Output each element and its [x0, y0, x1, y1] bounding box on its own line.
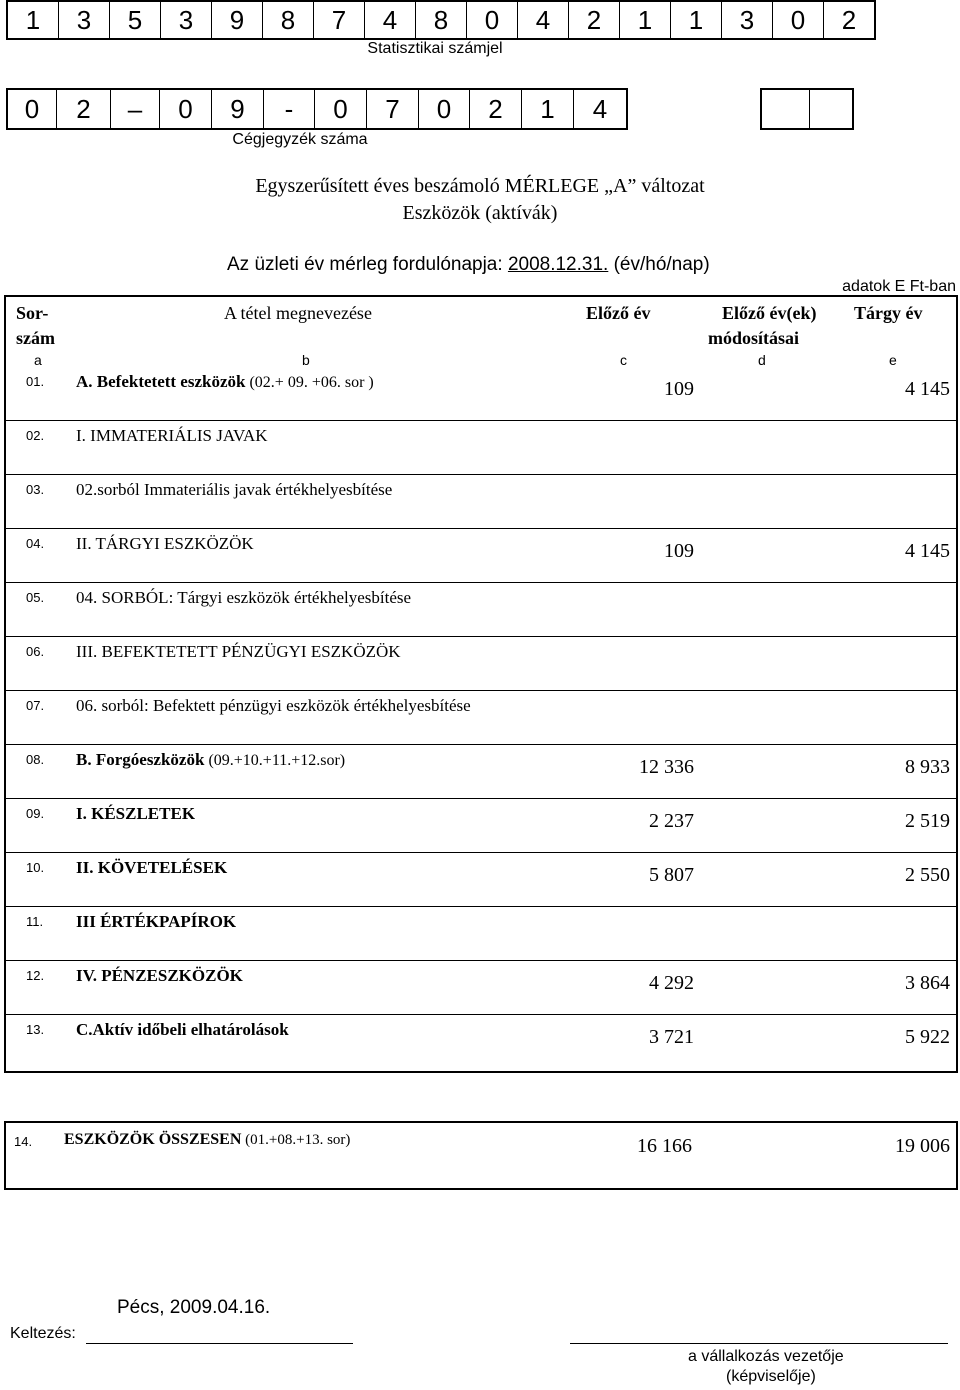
stat-code-digit: 1 — [8, 2, 59, 38]
header-current-year: Tárgy év — [854, 303, 923, 323]
row-item-name: II. KÖVETELÉSEK — [76, 858, 228, 877]
row-divider — [6, 852, 956, 853]
row-divider — [6, 636, 956, 637]
row-prev-year-value: 4 292 — [649, 972, 694, 994]
report-subtitle: Eszközök (aktívák) — [402, 202, 558, 224]
reg-digit: 0 — [315, 90, 367, 128]
row-number: 01. — [26, 374, 45, 389]
stat-code-digit: 1 — [620, 2, 671, 38]
row-number: 09. — [26, 806, 45, 821]
assets-table — [4, 295, 958, 1073]
company-registration-caption: Cégjegyzék száma — [232, 131, 368, 148]
row-number: 03. — [26, 482, 45, 497]
report-title: Egyszerűsített éves beszámoló MÉRLEGE „A” változat — [255, 175, 705, 197]
units-note: adatok E Ft-ban — [842, 278, 956, 295]
balance-date-line: Az üzleti év mérleg fordulónapja: 2008.12.31. (év/hó/nap) — [227, 254, 710, 275]
stat-code-digit: 2 — [841, 4, 857, 35]
company-registration-boxes — [6, 88, 628, 130]
reg-digit: 2 — [57, 90, 111, 128]
row-number: 06. — [26, 644, 45, 659]
total-prev-value: 16 166 — [637, 1135, 692, 1157]
stat-code-digit: 4 — [365, 2, 416, 38]
reg-digit: 7 — [367, 90, 419, 128]
row-divider — [6, 690, 956, 691]
reg-digit: - — [264, 90, 315, 128]
reg-digit: 9 — [212, 90, 264, 128]
stat-code-digit: 8 — [416, 2, 467, 38]
row-divider — [6, 420, 956, 421]
stat-code-digit: 7 — [314, 2, 365, 38]
header-prev-year: Előző év — [586, 303, 651, 323]
total-current-value: 19 006 — [895, 1135, 950, 1157]
row-prev-year-value: 2 237 — [649, 810, 694, 832]
row-number: 10. — [26, 860, 45, 875]
statistical-code-caption: Statisztikai számjel — [367, 40, 503, 57]
reg-digit: 0 — [8, 90, 57, 128]
row-current-year-value: 5 922 — [905, 1026, 950, 1048]
row-divider — [6, 744, 956, 745]
row-number: 07. — [26, 698, 45, 713]
row-prev-year-value: 3 721 — [649, 1026, 694, 1048]
row-item-name: III. BEFEKTETETT PÉNZÜGYI ESZKÖZÖK — [76, 642, 401, 661]
statistical-code-boxes — [6, 0, 876, 40]
stat-code-digit: 3 — [161, 2, 212, 38]
row-prev-year-value: 5 807 — [649, 864, 694, 886]
date-signature-line — [86, 1343, 353, 1344]
row-divider — [6, 798, 956, 799]
row-divider — [6, 906, 956, 907]
reg-digit: – — [111, 90, 160, 128]
row-divider — [6, 960, 956, 961]
stat-code-digit: 9 — [212, 2, 263, 38]
row-item-name: I. KÉSZLETEK — [76, 804, 196, 823]
stat-code-digit: 4 — [518, 2, 569, 38]
header-sor: Sor- — [16, 303, 49, 323]
reg-digit: 2 — [470, 90, 522, 128]
manager-signature-line — [570, 1343, 948, 1344]
row-current-year-value: 8 933 — [905, 756, 950, 778]
row-item-name: 06. sorból: Befektett pénzügyi eszközök értékhelyesbítése — [76, 696, 471, 715]
total-row — [4, 1121, 958, 1190]
place-and-date: Pécs, 2009.04.16. — [117, 1297, 271, 1318]
row-number: 05. — [26, 590, 45, 605]
row-prev-year-value: 109 — [664, 540, 694, 562]
reg-digit: 0 — [160, 90, 212, 128]
signer-title: a vállalkozás vezetője — [688, 1348, 844, 1365]
row-item-name: B. Forgóeszközök (09.+10.+11.+12.sor) — [76, 750, 346, 769]
stat-code-digit: 8 — [263, 2, 314, 38]
total-row-name: ESZKÖZÖK ÖSSZESEN (01.+08.+13. sor) — [64, 1131, 351, 1148]
header-modifications-2: módosításai — [708, 328, 800, 348]
stat-code-digit: 3 — [59, 2, 110, 38]
col-letter-d: d — [758, 352, 766, 368]
reg-digit: 4 — [592, 93, 608, 124]
row-number: 04. — [26, 536, 45, 551]
header-item-name: A tétel megnevezése — [224, 303, 372, 323]
stat-code-digit: 1 — [671, 2, 722, 38]
stat-code-digit: 2 — [569, 2, 620, 38]
stat-code-digit: 0 — [467, 2, 518, 38]
row-item-name: C.Aktív időbeli elhatárolások — [76, 1020, 289, 1039]
row-divider — [6, 1014, 956, 1015]
row-divider — [6, 582, 956, 583]
row-item-name: III ÉRTÉKPAPÍROK — [76, 912, 237, 931]
reg-digit: 1 — [522, 90, 574, 128]
row-item-name: IV. PÉNZESZKÖZÖK — [76, 966, 243, 985]
stat-code-digit: 0 — [773, 2, 824, 38]
row-number: 12. — [26, 968, 45, 983]
row-current-year-value: 3 864 — [905, 972, 950, 994]
row-item-name: I. IMMATERIÁLIS JAVAK — [76, 426, 268, 445]
col-letter-a: a — [34, 352, 42, 368]
signer-subtitle: (képviselője) — [726, 1368, 816, 1385]
col-letter-c: c — [620, 352, 627, 368]
row-current-year-value: 2 550 — [905, 864, 950, 886]
row-item-name: II. TÁRGYI ESZKÖZÖK — [76, 534, 254, 553]
stat-code-digit: 3 — [722, 2, 773, 38]
row-number: 02. — [26, 428, 45, 443]
row-current-year-value: 2 519 — [905, 810, 950, 832]
stat-code-digit: 5 — [110, 2, 161, 38]
header-szam: szám — [16, 328, 55, 348]
reg-digit: 0 — [419, 90, 470, 128]
keltezes-label: Keltezés: — [10, 1325, 76, 1342]
balance-date: 2008.12.31. — [507, 254, 609, 275]
row-current-year-value: 4 145 — [905, 540, 950, 562]
row-number: 13. — [26, 1022, 45, 1037]
row-current-year-value: 4 145 — [905, 378, 950, 400]
row-prev-year-value: 109 — [664, 378, 694, 400]
row-number: 08. — [26, 752, 45, 767]
col-letter-b: b — [302, 352, 310, 368]
row-item-name: 02.sorból Immateriális javak értékhelyesbítése — [76, 480, 393, 499]
row-prev-year-value: 12 336 — [639, 756, 694, 778]
row-item-name: 04. SORBÓL: Tárgyi eszközök értékhelyesbítése — [76, 588, 412, 607]
row-number: 11. — [26, 914, 44, 929]
row-item-name: A. Befektetett eszközök (02.+ 09. +06. sor ) — [76, 372, 374, 391]
row-divider — [6, 528, 956, 529]
col-letter-e: e — [889, 352, 897, 368]
total-row-number: 14. — [14, 1134, 33, 1149]
extra-boxes — [760, 88, 854, 130]
header-modifications-1: Előző év(ek) — [722, 303, 817, 323]
row-divider — [6, 474, 956, 475]
